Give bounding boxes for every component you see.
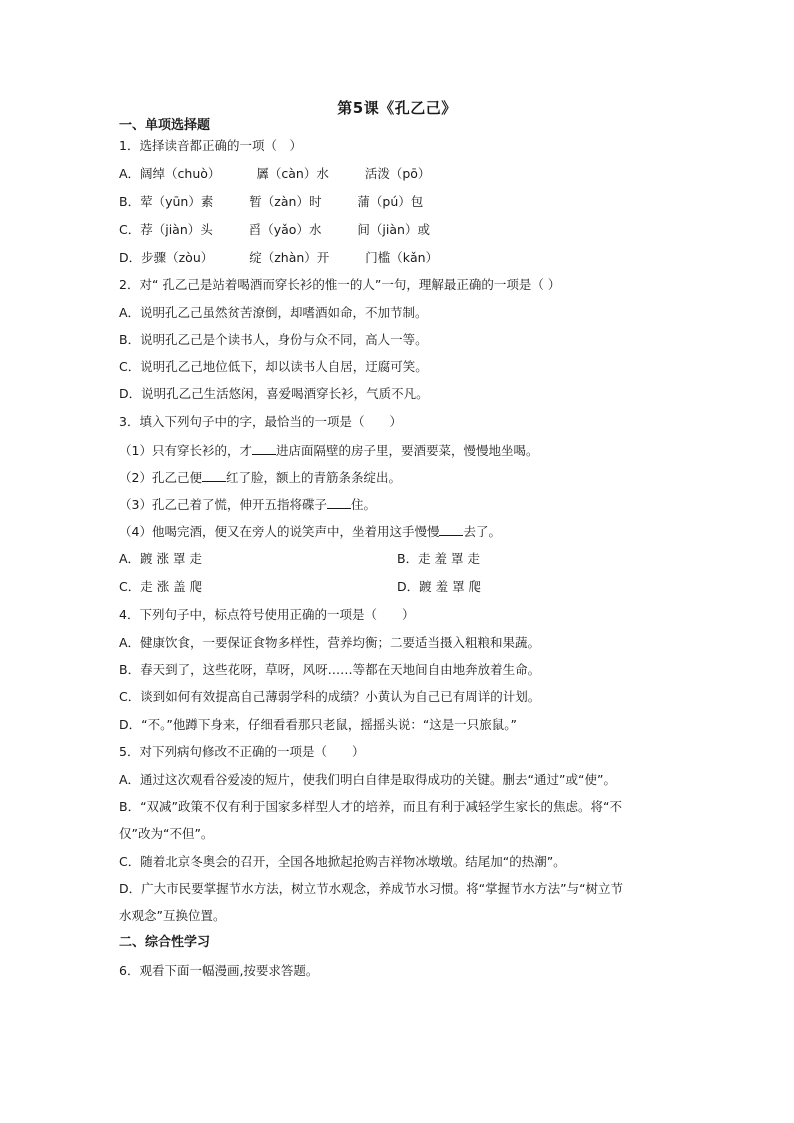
option-b-part1: B．荤（yūn）素 (119, 194, 214, 209)
question-5-option-d-line2: 水观念”互换位置。 (119, 908, 226, 923)
page-title: 第5课《孔乙己》 (337, 99, 457, 117)
question-4-option-d: D．“不。”他蹲下身来，仔细看看那只老鼠，摇摇头说：“这是一只旅鼠。” (119, 717, 518, 732)
question-3-sentence-4 (119, 523, 501, 540)
sentence-1-after: 进店面隔壁的房子里，要酒要菜，慢慢地坐喝。 (275, 443, 539, 458)
question-5-option-c: C．随着北京冬奥会的召开，全国各地掀起抢购吉祥物冰墩墩。结尾加“的热潮”。 (119, 854, 566, 869)
question-4-option-c: C．谈到如何有效提高自己薄弱学科的成绩？小黄认为自己已有周详的计划。 (119, 689, 541, 704)
question-1-option-a (119, 166, 430, 182)
option-d-part3: 门槛（kǎn） (365, 250, 439, 265)
question-5-option-a: A．通过这次观看谷爱凌的短片，使我们明白自律是取得成功的关键。删去“通过”或“使”。 (119, 772, 616, 787)
sentence-4-before: （4）他喝完酒，便又在旁人的说笑声中，坐着用这手慢慢 (119, 524, 440, 539)
sentence-3-after: 住。 (350, 497, 376, 512)
question-2-option-a: A．说明孔乙己虽然贫苦潦倒，却嗜酒如命，不加节制。 (119, 305, 428, 320)
question-5-option-b-line2: 仅”改为“不但”。 (119, 826, 214, 841)
option-c-part2: 舀（yǎo）水 (248, 222, 322, 237)
question-1-option-c (119, 222, 430, 238)
option-a-part1: A．阔绰（chuò） (119, 166, 221, 181)
question-3-stem: 3．填入下列句子中的字，最恰当的一项是（ ） (119, 414, 402, 429)
question-3-options-row-2 (119, 579, 679, 595)
section-heading-1: 一、单项选择题 (119, 118, 211, 133)
question-3-option-c: C．走 涨 盖 爬 (119, 579, 203, 594)
option-d-part2: 绽（zhàn）开 (249, 250, 330, 265)
question-3-sentence-3 (119, 496, 376, 513)
sentence-2-after: 红了脸，额上的青筋条条绽出。 (225, 470, 401, 485)
question-1-stem: 1．选择读音都正确的一项（ ） (119, 138, 302, 153)
option-a-part2: 羼（càn）水 (256, 166, 329, 181)
question-2-option-b: B．说明孔乙己是个读书人，身份与众不同，高人一等。 (119, 332, 428, 347)
fill-blank (439, 523, 463, 536)
question-3-option-b: B．走 羞 罩 走 (397, 551, 480, 566)
sentence-1-before: （1）只有穿长衫的，才 (119, 443, 252, 458)
question-4-option-b: B．春天到了，这些花呀，草呀，风呀……等都在天地间自由地奔放着生命。 (119, 662, 541, 677)
section-heading-2: 二、综合性学习 (119, 935, 211, 950)
question-3-options-row-1 (119, 551, 679, 567)
option-c-part1: C．荐（jiàn）头 (119, 222, 213, 237)
question-3-option-d: D．踱 羞 罩 爬 (397, 579, 482, 594)
option-c-part3: 间（jiàn）或 (357, 222, 430, 237)
question-5-option-d-line1: D．广大市民要掌握节水方法，树立节水观念，养成节水习惯。将“掌握节水方法”与“树立节 (119, 881, 624, 896)
question-4-option-a: A．健康饮食，一要保证食物多样性，营养均衡；二要适当摄入粗粮和果蔬。 (119, 635, 541, 650)
question-5-stem: 5．对下列病句修改不正确的一项是（ ） (119, 744, 365, 759)
question-5-option-b-line1: B．“双减”政策不仅有利于国家多样型人才的培养，而且有利于减轻学生家长的焦虑。将“不 (119, 799, 623, 814)
option-b-part2: 暂（zàn）时 (249, 194, 322, 209)
question-3-sentence-1 (119, 442, 538, 459)
question-3-option-a: A．踱 涨 罩 走 (119, 551, 202, 566)
question-4-stem: 4．下列句子中，标点符号使用正确的一项是（ ） (119, 607, 415, 622)
question-2-option-d: D．说明孔乙己生活悠闲，喜爱喝酒穿长衫，气质不凡。 (119, 386, 429, 401)
question-1-option-d (119, 250, 438, 266)
option-b-part3: 蒲（pú）包 (357, 194, 424, 209)
option-a-part3: 活泼（pō） (364, 166, 431, 181)
question-2-stem: 2．对“ 孔乙己是站着喝酒而穿长衫的惟一的人”一句，理解最正确的一项是（ ） (119, 277, 561, 292)
question-2-option-c: C．说明孔乙己地位低下，却以读书人自居，迂腐可笑。 (119, 359, 428, 374)
fill-blank (202, 469, 226, 482)
fill-blank (327, 496, 351, 509)
option-d-part1: D．步骤（zòu） (119, 250, 214, 265)
sentence-2-before: （2）孔乙己便 (119, 470, 202, 485)
fill-blank (252, 442, 276, 455)
question-1-option-b (119, 194, 423, 210)
sentence-3-before: （3）孔乙己着了慌，伸开五指将碟子 (119, 497, 327, 512)
question-6-stem: 6．观看下面一幅漫画,按要求答题。 (119, 963, 319, 978)
sentence-4-after: 去了。 (463, 524, 501, 539)
question-3-sentence-2 (119, 469, 401, 486)
